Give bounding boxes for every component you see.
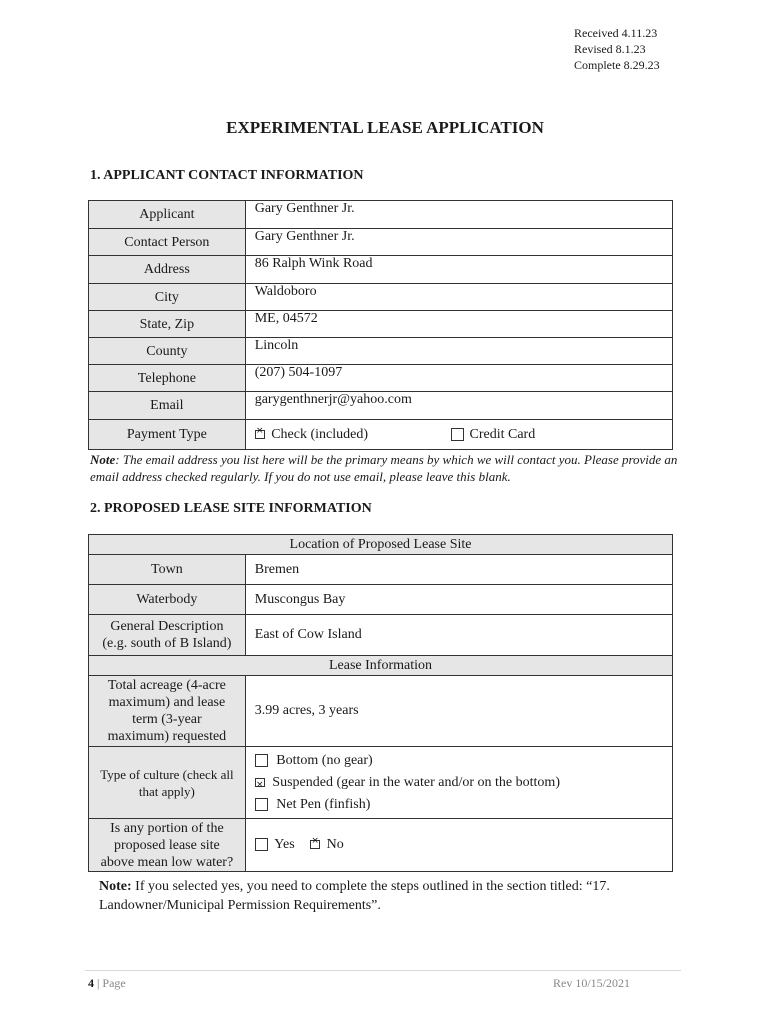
credit-card-checkbox[interactable] (451, 428, 464, 441)
general-description-label (89, 615, 246, 656)
note-label: Note: (99, 879, 132, 894)
culture-type-label (89, 747, 246, 819)
waterbody-label: Waterbody (89, 585, 246, 615)
low-water-label-line: above mean low water? (100, 854, 234, 870)
net-pen-checkbox[interactable] (255, 798, 268, 811)
state-zip-value[interactable]: ME, 04572 (245, 311, 672, 338)
complete-date: Complete 8.29.23 (574, 58, 660, 72)
low-water-label-line: proposed lease site (114, 837, 220, 853)
contact-person-label: Contact Person (89, 229, 246, 256)
revision-date: Rev 10/15/2021 (553, 976, 630, 990)
culture-option-suspended (255, 772, 672, 794)
table-row (89, 256, 673, 284)
culture-type-options (245, 747, 672, 819)
email-note (90, 451, 690, 485)
bottom-option-label: Bottom (no gear) (276, 752, 373, 768)
check-checkbox[interactable] (255, 430, 265, 439)
suspended-checkbox[interactable] (255, 778, 265, 787)
table-row (89, 555, 673, 585)
check-option-label: Check (included) (271, 426, 369, 442)
note-label: Note (90, 452, 116, 467)
acreage-label-line: Total acreage (4-acre (107, 678, 226, 693)
county-label: County (89, 338, 246, 365)
section1-heading: 1. APPLICANT CONTACT INFORMATION (90, 168, 364, 183)
table-row (89, 392, 673, 420)
table-row (89, 615, 673, 656)
table-row (89, 229, 673, 256)
email-value[interactable]: garygenthnerjr@yahoo.com (245, 392, 672, 420)
town-value[interactable]: Bremen (245, 555, 672, 585)
county-value[interactable]: Lincoln (245, 338, 672, 365)
lease-info-header: Lease Information (89, 656, 673, 676)
table-row (89, 201, 673, 229)
acreage-label (89, 676, 246, 747)
yes-checkbox[interactable] (255, 838, 268, 851)
landowner-note (99, 877, 689, 915)
general-description-label-line: General Description (110, 619, 224, 634)
table-row (89, 585, 673, 615)
town-label: Town (89, 555, 246, 585)
no-option-label: No (326, 837, 344, 852)
section2-heading: 2. PROPOSED LEASE SITE INFORMATION (90, 501, 372, 516)
table-row (89, 676, 673, 747)
table-row (89, 420, 673, 450)
credit-card-option-label: Credit Card (469, 426, 536, 442)
email-label: Email (89, 392, 246, 420)
acreage-label-line: term (3-year (132, 712, 202, 727)
table-row (89, 747, 673, 819)
note-text: : The email address you list here will be the primary means by which we will contact you. Please provide an email address checked regularly. If you do not use email, please leave this blank. (90, 452, 678, 484)
suspended-option-label: Suspended (gear in the water and/or on the bottom) (272, 774, 560, 790)
page-label: Page (102, 976, 126, 990)
applicant-contact-table (88, 200, 673, 450)
acreage-label-line: maximum) requested (107, 729, 227, 744)
yes-option-label: Yes (274, 837, 295, 852)
low-water-label (89, 819, 246, 872)
table-row (89, 338, 673, 365)
page-number: 4 (88, 976, 94, 990)
payment-type-options (245, 420, 672, 450)
page-separator: | (97, 976, 100, 990)
telephone-label: Telephone (89, 365, 246, 392)
note-text: If you selected yes, you need to complete the steps outlined in the section titled: “17. Landowner/Municipal Permission Requirements”. (99, 879, 610, 913)
table-row (89, 535, 673, 555)
telephone-value[interactable]: (207) 504-1097 (245, 365, 672, 392)
applicant-value[interactable]: Gary Genthner Jr. (245, 201, 672, 229)
received-date: Received 4.11.23 (574, 26, 658, 40)
address-value[interactable]: 86 Ralph Wink Road (245, 256, 672, 284)
location-header: Location of Proposed Lease Site (89, 535, 673, 555)
low-water-options (245, 819, 672, 872)
revised-date: Revised 8.1.23 (574, 42, 646, 56)
table-row (89, 311, 673, 338)
bottom-checkbox[interactable] (255, 754, 268, 767)
culture-type-label-line: that apply) (138, 783, 195, 799)
footer-page-number (88, 976, 126, 991)
general-description-label-line: (e.g. south of B Island) (102, 636, 232, 651)
lease-site-table (88, 534, 673, 872)
general-description-value[interactable]: East of Cow Island (245, 615, 672, 656)
document-title: EXPERIMENTAL LEASE APPLICATION (226, 118, 544, 137)
culture-type-label-line: Type of culture (check all (100, 766, 234, 782)
no-checkbox[interactable] (310, 840, 320, 849)
culture-option-net-pen (255, 794, 672, 816)
culture-option-bottom (255, 750, 672, 772)
footer-divider (85, 970, 681, 971)
acreage-label-line: maximum) and lease (108, 695, 226, 710)
received-stamp (574, 25, 660, 73)
table-row (89, 284, 673, 311)
city-value[interactable]: Waldoboro (245, 284, 672, 311)
city-label: City (89, 284, 246, 311)
payment-type-label: Payment Type (89, 420, 246, 450)
state-zip-label: State, Zip (89, 311, 246, 338)
contact-person-value[interactable]: Gary Genthner Jr. (245, 229, 672, 256)
low-water-label-line: Is any portion of the (110, 820, 224, 836)
acreage-value[interactable]: 3.99 acres, 3 years (245, 676, 672, 747)
applicant-label: Applicant (89, 201, 246, 229)
waterbody-value[interactable]: Muscongus Bay (245, 585, 672, 615)
net-pen-option-label: Net Pen (finfish) (276, 796, 371, 812)
table-row (89, 365, 673, 392)
table-row (89, 656, 673, 676)
table-row (89, 819, 673, 872)
address-label: Address (89, 256, 246, 284)
